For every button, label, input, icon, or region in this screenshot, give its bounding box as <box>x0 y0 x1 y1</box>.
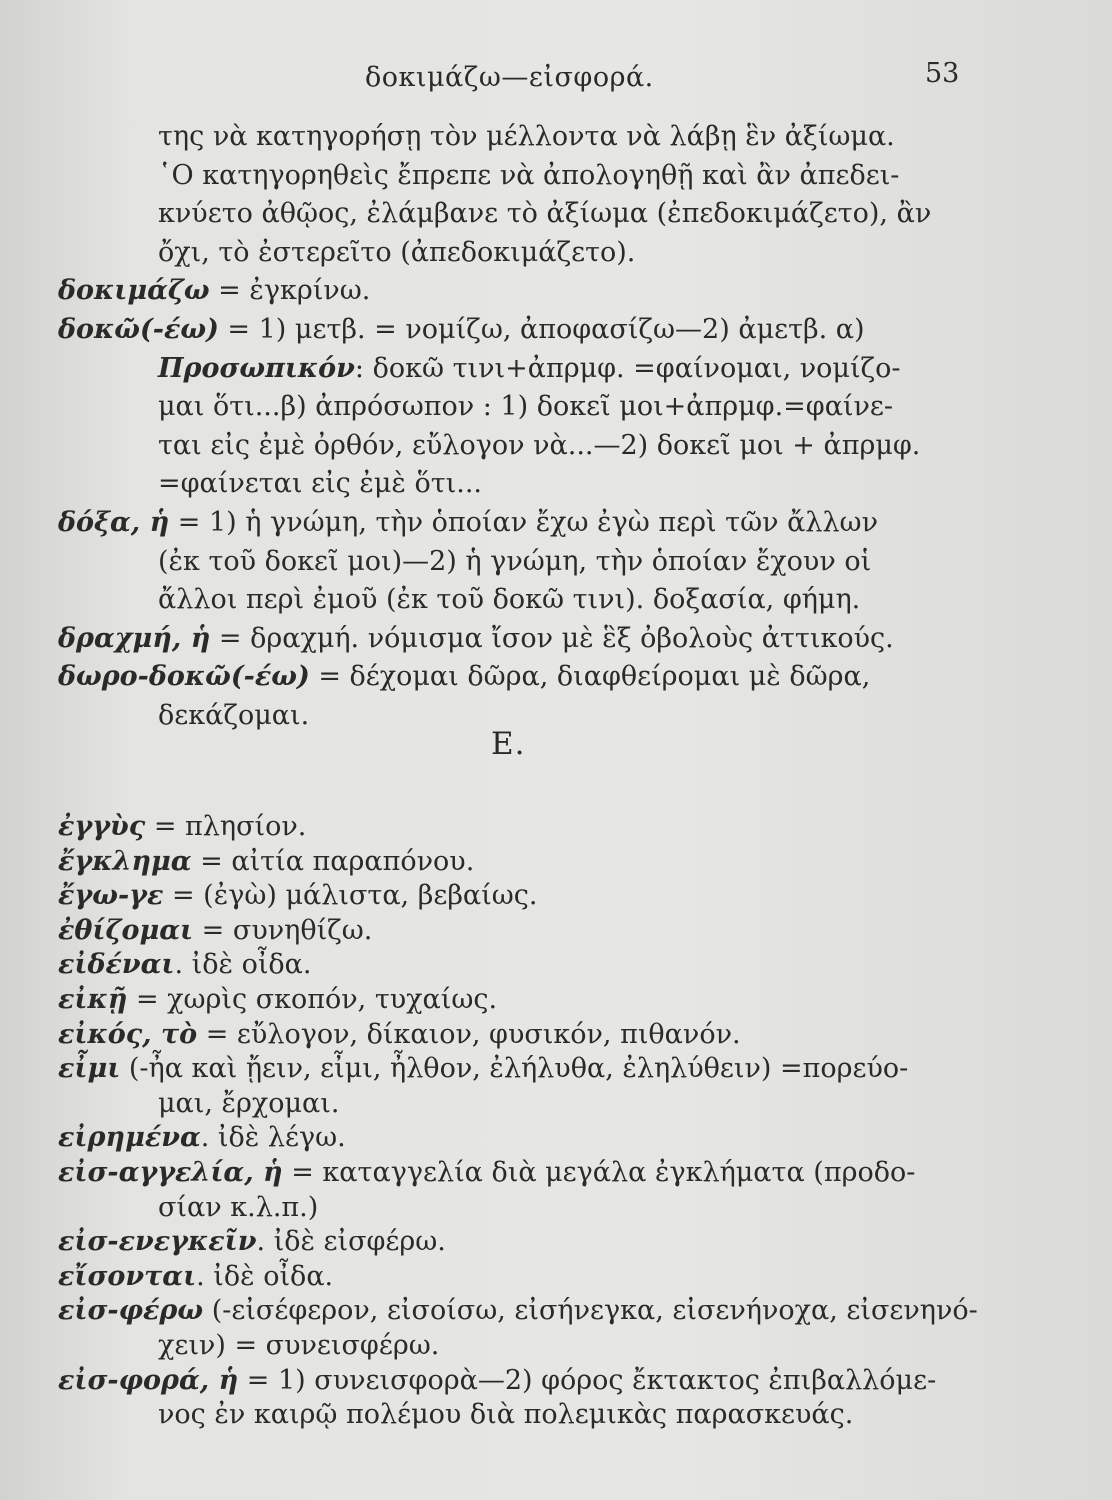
section-letter: Ε. <box>491 726 526 762</box>
entries-epsilon <box>58 810 978 1433</box>
dictionary-entry <box>58 810 968 845</box>
definition-text: σίαν κ.λ.π.) <box>158 1191 319 1223</box>
definition-text: μαι, ἔρχομαι. <box>158 1087 340 1119</box>
definition-text: = 1) μετβ. = νομίζω, ἀποφασίζω—2) ἀμετβ. α) <box>218 313 865 345</box>
definition-text: (-εἰσέφερον, εἰσοίσω, εἰσήνεγκα, εἰσενήνοχα, εἰσενηνό- <box>203 1295 978 1327</box>
entry-continuation <box>58 1398 968 1433</box>
dictionary-entry <box>58 948 968 983</box>
headword: ἐγγὺς <box>58 811 146 842</box>
running-title: δοκιμάζω—εἰσφορά. <box>365 62 654 93</box>
headword: εἰκῇ <box>58 983 128 1015</box>
definition-text: μαι ὅτι...β) ἀπρόσωπον : 1) δοκεῖ μοι+ἀπρμφ.=φαίνε- <box>158 391 894 423</box>
dictionary-entry <box>58 845 968 880</box>
definition-text: ἄλλοι περὶ ἐμοῦ (ἐκ τοῦ δοκῶ τινι). δοξασία, φήμη. <box>158 584 861 616</box>
headword: εἰκός, τὸ <box>58 1018 198 1050</box>
entry-continuation <box>58 388 968 427</box>
dictionary-entry <box>58 1294 978 1329</box>
definition-text: . ἰδὲ οἶδα. <box>174 949 312 981</box>
definition-text: κνύετο ἀθῷος, ἐλάμβανε τὸ ἀξίωμα (ἐπεδοκιμάζετο), ἂν <box>158 198 932 230</box>
headword: δόξα, ἡ <box>58 506 170 538</box>
definition-text: = 1) ἡ γνώμη, τὴν ὁποίαν ἔχω ἐγὼ περὶ τῶν ἄλλων <box>169 506 878 538</box>
headword: εἶμι <box>58 1053 121 1085</box>
definition-text: (ἐκ τοῦ δοκεῖ μοι)—2) ἡ γνώμη, τὴν ὁποίαν ἔχουν οἱ <box>158 545 872 577</box>
headword: δωρο-δοκῶ(-έω) <box>58 661 310 693</box>
dictionary-entry <box>58 504 968 543</box>
dictionary-entry <box>58 983 968 1018</box>
definition-text: = πλησίον. <box>145 811 307 842</box>
headword: δοκῶ(-έω) <box>58 313 219 345</box>
headword: δοκιμάζω <box>58 275 210 307</box>
dictionary-entry <box>58 1121 968 1156</box>
page-number: 53 <box>925 58 960 89</box>
entry-continuation <box>58 1329 968 1364</box>
definition-text: =φαίνεται εἰς ἐμὲ ὅτι... <box>158 468 482 500</box>
definition-text: : δοκῶ τινι+ἀπρμφ. =φαίνομαι, νομίζο- <box>354 352 901 384</box>
definition-text: . ἰδὲ οἶδα. <box>196 1260 334 1292</box>
dictionary-entry <box>58 1018 968 1053</box>
definition-text: ται εἰς ἐμὲ ὀρθόν, εὔλογον νὰ...—2) δοκεῖ μοι + ἀπρμφ. <box>158 429 921 461</box>
dictionary-entry <box>58 1156 968 1191</box>
page-header <box>0 58 1112 102</box>
entry-continuation <box>58 465 968 504</box>
definition-text: ῾Ο κατηγορηθεὶς ἔπρεπε νὰ ἀπολογηθῇ καὶ ἂν ἀπεδει- <box>158 159 900 191</box>
entry-continuation <box>58 234 968 273</box>
entry-continuation <box>58 427 968 466</box>
entry-continuation <box>58 543 968 582</box>
dictionary-entry <box>58 620 968 659</box>
definition-text: = καταγγελία διὰ μεγάλα ἐγκλήματα (προδο- <box>282 1156 916 1188</box>
entry-continuation <box>58 118 968 157</box>
entry-continuation <box>58 157 968 196</box>
headword: εἰσ-ενεγκεῖν <box>58 1226 257 1258</box>
headword: δραχμή, ἡ <box>58 622 211 654</box>
dictionary-entry <box>58 1260 968 1295</box>
definition-text: = 1) συνεισφορὰ—2) φόρος ἔκτακτος ἐπιβαλλόμε- <box>238 1364 937 1396</box>
dictionary-entry <box>58 311 968 350</box>
dictionary-entry <box>58 914 968 949</box>
entry-continuation <box>58 195 968 234</box>
headword: εἴσονται <box>58 1260 197 1292</box>
definition-text: της νὰ κατηγορήσῃ τὸν μέλλοντα νὰ λάβῃ ἓν ἀξίωμα. <box>158 121 895 152</box>
definition-text: = δέχομαι δῶρα, διαφθείρομαι μὲ δῶρα, <box>309 661 871 693</box>
dictionary-entry <box>58 272 968 311</box>
dictionary-entry <box>58 1364 968 1399</box>
definition-text: . ἰδὲ εἰσφέρω. <box>256 1226 446 1258</box>
headword: εἰσ-φορά, ἡ <box>58 1364 239 1396</box>
headword: εἰσ-φέρω <box>58 1295 204 1327</box>
definition-text: (-ἦα καὶ ᾔειν, εἶμι, ἦλθον, ἐλήλυθα, ἐληλύθειν) =πορεύο- <box>120 1053 909 1085</box>
definition-text: = (ἐγὼ) μάλιστα, βεβαίως. <box>163 880 538 912</box>
headword: Προσωπικόν <box>158 352 355 384</box>
definition-text: = χωρὶς σκοπόν, τυχαίως. <box>127 983 498 1015</box>
definition-text: = αἰτία παραπόνου. <box>191 845 475 877</box>
definition-text: = δραχμή. νόμισμα ἴσον μὲ ἓξ ὀβολοὺς ἀττικούς. <box>210 622 894 654</box>
definition-text: δεκάζομαι. <box>158 699 310 731</box>
definition-text: = ἐγκρίνω. <box>209 275 371 307</box>
definition-text: = συνηθίζω. <box>193 914 373 946</box>
headword: εἰρημένα <box>58 1122 201 1154</box>
entries-delta <box>58 118 968 736</box>
entry-continuation <box>58 1191 968 1226</box>
headword: ἔγκλημα <box>58 845 192 877</box>
definition-text: ὄχι, τὸ ἐστερεῖτο (ἀπεδοκιμάζετο). <box>158 236 636 268</box>
dictionary-entry <box>58 1225 968 1260</box>
headword: εἰσ-αγγελία, ἡ <box>58 1156 283 1188</box>
headword: ἐθίζομαι <box>58 914 194 946</box>
entry-continuation <box>58 1087 968 1122</box>
headword: ἔγω-γε <box>58 880 164 912</box>
dictionary-entry <box>58 879 968 914</box>
dictionary-entry <box>58 658 968 697</box>
definition-text: = εὔλογον, δίκαιον, φυσικόν, πιθανόν. <box>197 1018 741 1050</box>
definition-text: νος ἐν καιρῷ πολέμου διὰ πολεμικὰς παρασκευάς. <box>158 1399 854 1431</box>
definition-text: χειν) = συνεισφέρω. <box>158 1329 440 1361</box>
dictionary-entry <box>58 1052 968 1087</box>
dictionary-entry <box>58 350 968 389</box>
entry-continuation <box>58 581 968 620</box>
headword: εἰδέναι <box>58 949 175 981</box>
definition-text: . ἰδὲ λέγω. <box>200 1122 346 1154</box>
